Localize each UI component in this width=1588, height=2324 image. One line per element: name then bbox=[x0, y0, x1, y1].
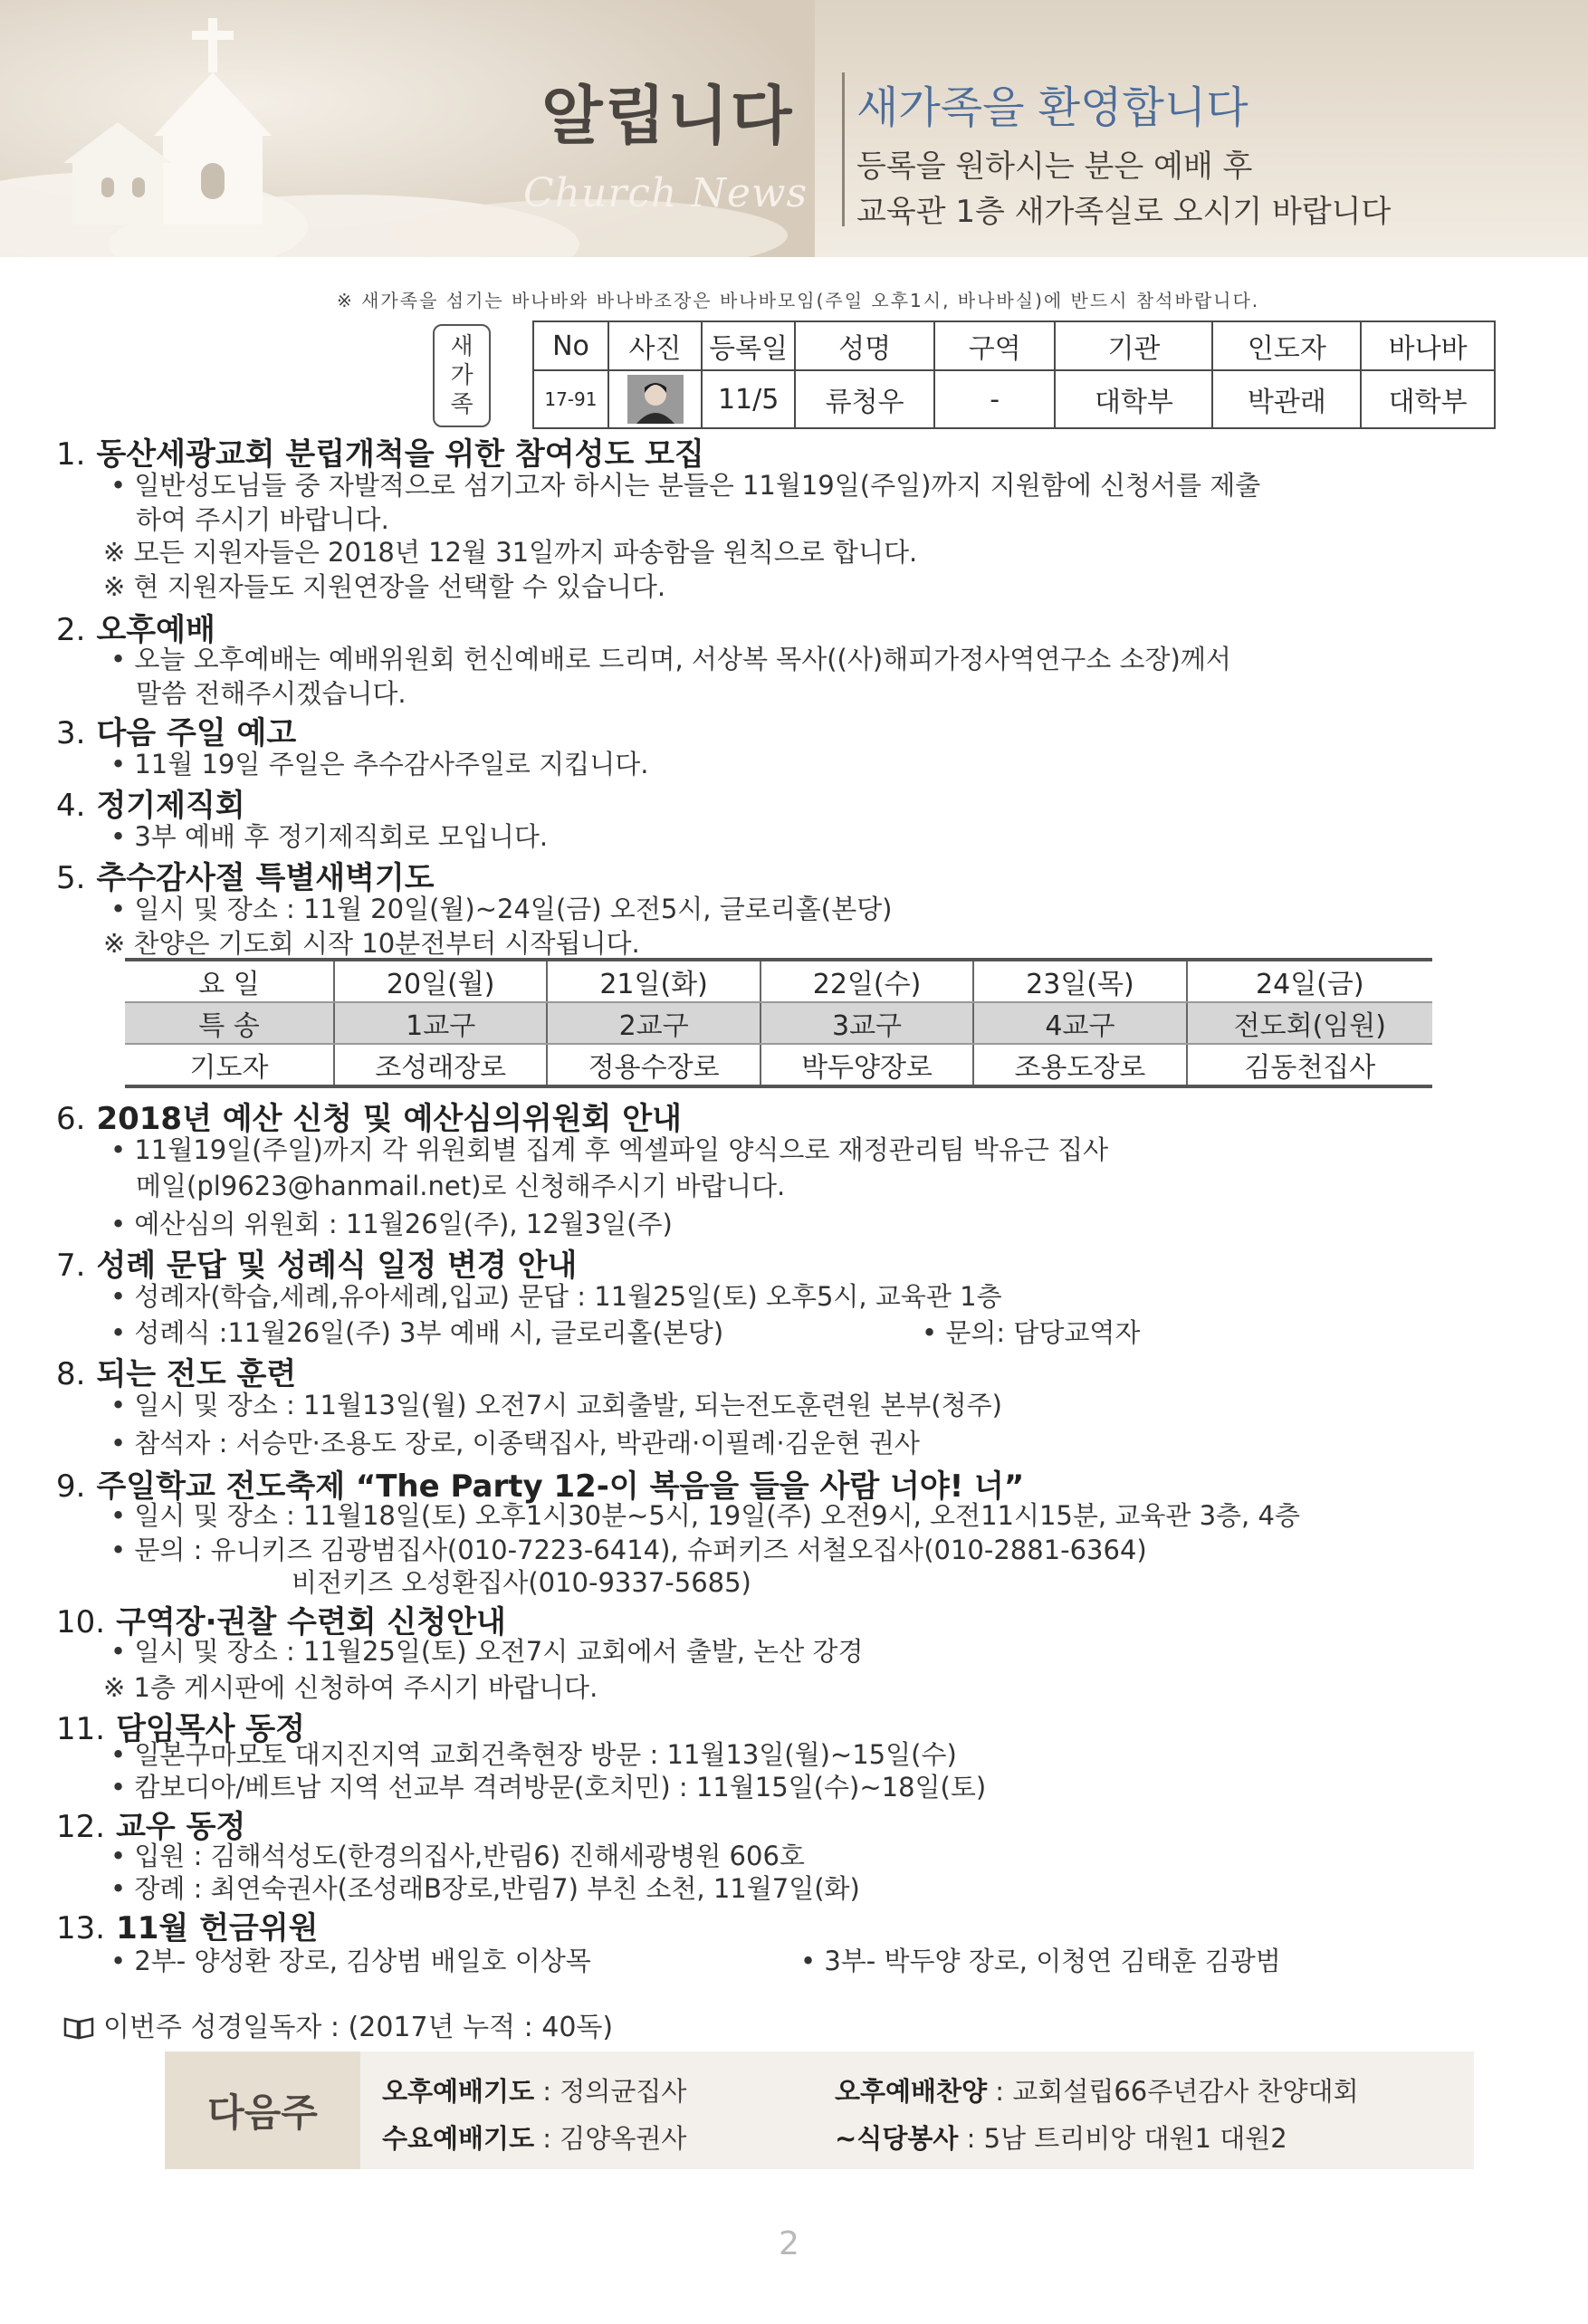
section-title: 2. 오후예배 bbox=[56, 612, 215, 648]
table-row bbox=[125, 1002, 1432, 1044]
section-title: 10. 구역장·권찰 수련회 신청안내 bbox=[56, 1604, 506, 1640]
cell-district: - bbox=[934, 370, 1056, 428]
book-icon bbox=[63, 2016, 94, 2040]
section-line: 말씀 전해주시겠습니다. bbox=[136, 678, 407, 709]
section-line: • 참석자 : 서승만·조용도 장로, 이종택집사, 박관래·이필례·김운현 권사 bbox=[110, 1428, 920, 1458]
afternoon-praise: 오후예배찬양 : 교회설립66주년감사 찬양대회 bbox=[835, 2076, 1359, 2107]
section-line: • 3부 예배 후 정기제직회로 모입니다. bbox=[110, 821, 549, 852]
table-cell: 20일(월) bbox=[334, 960, 547, 1002]
cell-barnabas: 대학부 bbox=[1361, 370, 1495, 428]
col-guide: 인도자 bbox=[1212, 321, 1361, 370]
section-line: • 문의: 담당교역자 bbox=[922, 1317, 1141, 1348]
welcome-line-1: 등록을 원하시는 분은 예배 후 bbox=[856, 148, 1253, 185]
col-barnabas: 바나바 bbox=[1361, 321, 1495, 370]
section-line: • 11월 19일 주일은 추수감사주일로 지킵니다. bbox=[110, 749, 649, 779]
new-family-note: ※ 새가족을 섬기는 바나바와 바나바조장은 바나바모임(주일 오후1시, 바나바실)에 반드시 참석바랍니다. bbox=[337, 290, 1260, 311]
new-family-badge bbox=[433, 324, 491, 427]
badge-char: 족 bbox=[450, 391, 474, 418]
next-week-label: 다음주 bbox=[165, 2051, 360, 2169]
new-family-table bbox=[532, 320, 1496, 429]
cell-no: 17-91 bbox=[533, 370, 608, 428]
cell-date: 11/5 bbox=[702, 370, 795, 428]
section-title: 3. 다음 주일 예고 bbox=[56, 715, 297, 751]
page-subtitle: Church News bbox=[523, 170, 808, 216]
section-line: 비전키즈 오성환집사(010-9337-5685) bbox=[292, 1567, 751, 1598]
section-line: • 11월19일(주일)까지 각 위원회별 집계 후 엑셀파일 양식으로 재정관리팀 박유근 집사 bbox=[110, 1134, 1109, 1165]
section-note: ※ 현 지원자들도 지원연장을 선택할 수 있습니다. bbox=[103, 571, 666, 602]
section-title: 4. 정기제직회 bbox=[56, 788, 245, 824]
afternoon-prayer: 오후예배기도 : 정의균집사 bbox=[382, 2076, 687, 2107]
section-line: • 일시 및 장소 : 11월13일(월) 오전7시 교회출발, 되는전도훈련원 본부(청주) bbox=[110, 1390, 1002, 1420]
table-cell: 23일(목) bbox=[973, 960, 1186, 1002]
section-line: • 성례식 :11월26일(주) 3부 예배 시, 글로리홀(본당) bbox=[110, 1317, 724, 1348]
cell-org: 대학부 bbox=[1055, 370, 1212, 428]
welcome-title: 새가족을 환영합니다 bbox=[856, 82, 1248, 133]
section-line: • 오늘 오후예배는 예배위원회 헌신예배로 드리며, 서상복 목사((사)해피가정사역연구소 소장)께서 bbox=[110, 644, 1231, 674]
page-number: 2 bbox=[779, 2225, 799, 2262]
table-cell: 전도회(임원) bbox=[1187, 1002, 1432, 1044]
welcome-line-2: 교육관 1층 새가족실로 오시기 바랍니다 bbox=[856, 194, 1392, 230]
bible-reader-line: 이번주 성경일독자 : (2017년 누적 : 40독) bbox=[63, 2004, 613, 2044]
header-divider bbox=[842, 72, 845, 226]
section-line: • 3부- 박두양 장로, 이청연 김태훈 김광범 bbox=[800, 1946, 1281, 1976]
section-note: ※ 1층 게시판에 신청하여 주시기 바랍니다. bbox=[103, 1672, 598, 1703]
table-cell: 2교구 bbox=[547, 1002, 760, 1044]
section-title: 11. 담임목사 동정 bbox=[56, 1711, 305, 1747]
section-line: • 입원 : 김해석성도(한경의집사,반림6) 진해세광병원 606호 bbox=[110, 1841, 805, 1871]
person-photo bbox=[627, 375, 684, 424]
table-cell: 기도자 bbox=[125, 1044, 334, 1086]
cell-photo bbox=[608, 370, 702, 428]
section-title: 7. 성례 문답 및 성례식 일정 변경 안내 bbox=[56, 1248, 578, 1284]
section-title: 6. 2018년 예산 신청 및 예산심의위원회 안내 bbox=[56, 1101, 682, 1137]
col-name: 성명 bbox=[795, 321, 934, 370]
table-cell: 박두양장로 bbox=[761, 1044, 973, 1086]
table-cell: 요 일 bbox=[125, 960, 334, 1002]
table-cell: 특 송 bbox=[125, 1002, 334, 1044]
badge-char: 새 bbox=[450, 333, 474, 360]
section-line: • 일본구마모토 대지진지역 교회건축현장 방문 : 11월13일(월)~15일(수) bbox=[110, 1739, 957, 1770]
section-line: • 예산심의 위원회 : 11월26일(주), 12월3일(주) bbox=[110, 1209, 673, 1239]
page-header bbox=[0, 0, 1588, 257]
table-row bbox=[125, 1044, 1432, 1086]
col-no: No bbox=[533, 321, 608, 370]
cafeteria-service: ~식당봉사 : 5남 트리비앙 대원1 대원2 bbox=[835, 2123, 1287, 2154]
cell-name: 류청우 bbox=[795, 370, 934, 428]
section-line: • 일시 및 장소 : 11월18일(토) 오후1시30분~5시, 19일(주) 오전9시, 오전11시15분, 교육관 3층, 4층 bbox=[110, 1500, 1300, 1531]
table-cell: 24일(금) bbox=[1187, 960, 1432, 1002]
section-line: • 장례 : 최연숙권사(조성래B장로,반림7) 부친 소천, 11월7일(화) bbox=[110, 1873, 860, 1904]
section-line: 하여 주시기 바랍니다. bbox=[136, 504, 389, 535]
table-cell: 김동천집사 bbox=[1187, 1044, 1432, 1086]
wednesday-prayer: 수요예배기도 : 김양옥권사 bbox=[382, 2123, 687, 2154]
section-title: 8. 되는 전도 훈련 bbox=[56, 1356, 297, 1392]
section-line: • 일반성도님들 중 자발적으로 섬기고자 하시는 분들은 11월19일(주일)까지 지원함에 신청서를 제출 bbox=[110, 470, 1261, 501]
next-week-box bbox=[165, 2051, 1474, 2169]
table-row bbox=[533, 370, 1495, 428]
prayer-schedule-table bbox=[125, 958, 1432, 1088]
section-line: • 문의 : 유니키즈 김광범집사(010-7223-6414), 슈퍼키즈 서철오집사(010-2881-6364) bbox=[110, 1535, 1147, 1565]
section-note: ※ 모든 지원자들은 2018년 12월 31일까지 파송함을 원칙으로 합니다. bbox=[103, 537, 918, 568]
table-row bbox=[125, 960, 1432, 1002]
table-cell: 정용수장로 bbox=[547, 1044, 760, 1086]
cell-guide: 박관래 bbox=[1212, 370, 1361, 428]
table-cell: 4교구 bbox=[973, 1002, 1186, 1044]
col-date: 등록일 bbox=[702, 321, 795, 370]
section-title: 1. 동산세광교회 분립개척을 위한 참여성도 모집 bbox=[56, 436, 704, 473]
section-line: • 캄보디아/베트남 지역 선교부 격려방문(호치민) : 11월15일(수)~18일(토) bbox=[110, 1772, 987, 1803]
col-photo: 사진 bbox=[608, 321, 702, 370]
section-line: • 성례자(학습,세례,유아세례,입교) 문답 : 11월25일(토) 오후5시, 교육관 1층 bbox=[110, 1281, 1002, 1312]
section-note: ※ 찬양은 기도회 시작 10분전부터 시작됩니다. bbox=[103, 928, 640, 959]
section-line: • 일시 및 장소 : 11월25일(토) 오전7시 교회에서 출발, 논산 강경 bbox=[110, 1636, 864, 1667]
table-header-row bbox=[533, 321, 1495, 370]
section-line: • 2부- 양성환 장로, 김상범 배일호 이상목 bbox=[110, 1946, 591, 1976]
col-org: 기관 bbox=[1055, 321, 1212, 370]
section-line: • 일시 및 장소 : 11월 20일(월)~24일(금) 오전5시, 글로리홀(본당) bbox=[110, 894, 893, 924]
section-title: 5. 추수감사절 특별새벽기도 bbox=[56, 860, 435, 896]
table-cell: 21일(화) bbox=[547, 960, 760, 1002]
badge-char: 가 bbox=[450, 362, 474, 389]
section-title: 9. 주일학교 전도축제 “The Party 12-이 복음을 들을 사람 너야! 너” bbox=[56, 1468, 1025, 1505]
table-cell: 22일(수) bbox=[761, 960, 973, 1002]
table-cell: 3교구 bbox=[761, 1002, 973, 1044]
section-title: 13. 11월 헌금위원 bbox=[56, 1910, 319, 1946]
table-cell: 조성래장로 bbox=[334, 1044, 547, 1086]
table-cell: 1교구 bbox=[334, 1002, 547, 1044]
table-cell: 조용도장로 bbox=[973, 1044, 1186, 1086]
col-district: 구역 bbox=[934, 321, 1056, 370]
page-title: 알립니다 bbox=[541, 78, 794, 153]
section-title: 12. 교우 동정 bbox=[56, 1809, 246, 1845]
section-line: 메일(pl9623@hanmail.net)로 신청해주시기 바랍니다. bbox=[136, 1171, 786, 1201]
